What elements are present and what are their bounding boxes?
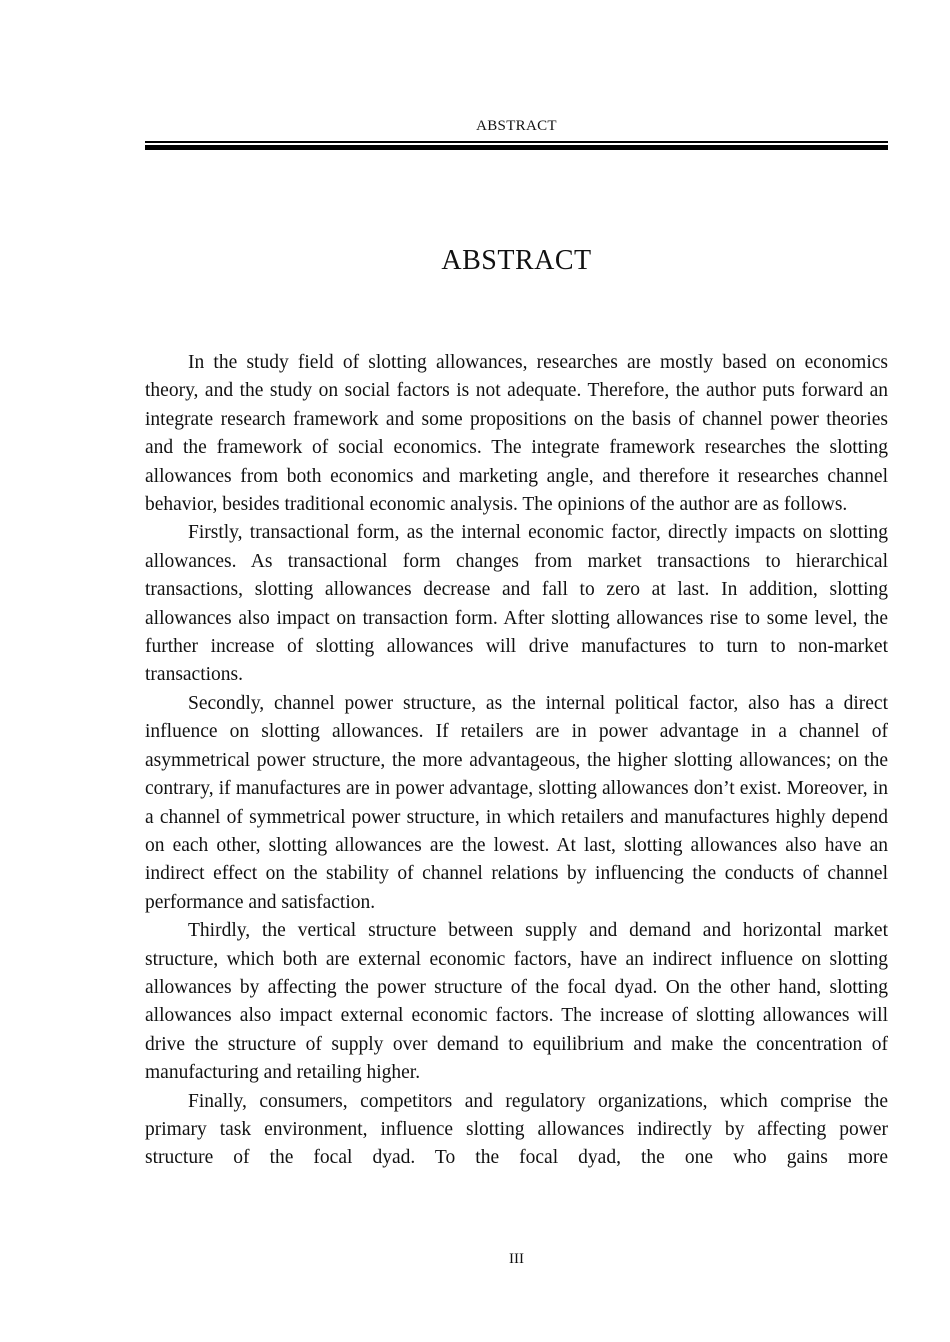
running-header: ABSTRACT bbox=[476, 118, 557, 134]
page-number: III bbox=[509, 1251, 524, 1267]
paragraph-secondly: Secondly, channel power structure, as the internal political factor, also has a direct influence on slotting allowances. If retailers are in power advantage in a channel of asymmetrical power structure, the more advantageous, the higher slotting allowances; on the contrary, if manufactures are in power advantage, slotting allowances don’t exist. Moreover, in a channel of symmetrical power structure, in which retailers and manufactures highly depend on each other, slotting allowances are the lowest. At last, slotting allowances also have an indirect effect on the stability of channel relations by influencing the conducts of channel performance and satisfaction. bbox=[145, 692, 888, 913]
paragraph-thirdly: Thirdly, the vertical structure between supply and demand and horizontal market structure, which both are external economic factors, have an indirect influence on slotting allowances by affecting the power structure of the focal dyad. On the other hand, slotting allowances also impact external economic factors. The increase of slotting allowances will drive the structure of supply over demand to equilibrium and make the concentration of manufacturing and retailing higher. bbox=[145, 920, 888, 1084]
header-rule-thin bbox=[145, 141, 888, 143]
paragraph-intro: In the study field of slotting allowances, researches are mostly based on economics theory, and the study on social factors is not adequate. Therefore, the author puts forward an integrate research framework and some propositions on the basis of channel power theories and the framework of social economics. The integrate framework researches the slotting allowances from both economics and marketing angle, and therefore it researches channel behavior, besides traditional economic analysis. The opinions of the author are as follows. bbox=[145, 352, 888, 516]
paragraph-firstly: Firstly, transactional form, as the internal economic factor, directly impacts on slotting allowances. As transactional form changes from market transactions to hierarchical transactions, slotting allowances decrease and fall to zero at last. In addition, slotting allowances also impact on transaction form. After slotting allowances rise to some level, the further increase of slotting allowances will drive manufactures to turn to non-market transactions. bbox=[145, 522, 888, 686]
header-double-rule bbox=[145, 141, 888, 150]
page-title: ABSTRACT bbox=[441, 245, 592, 276]
paragraph-finally: Finally, consumers, competitors and regulatory organizations, which comprise the primary task environment, influence slotting allowances indirectly by affecting power structure of the focal dyad. To the focal dyad, the one who gains more bbox=[145, 1090, 888, 1169]
abstract-body bbox=[145, 349, 888, 1173]
header-rule-thick bbox=[145, 145, 888, 150]
